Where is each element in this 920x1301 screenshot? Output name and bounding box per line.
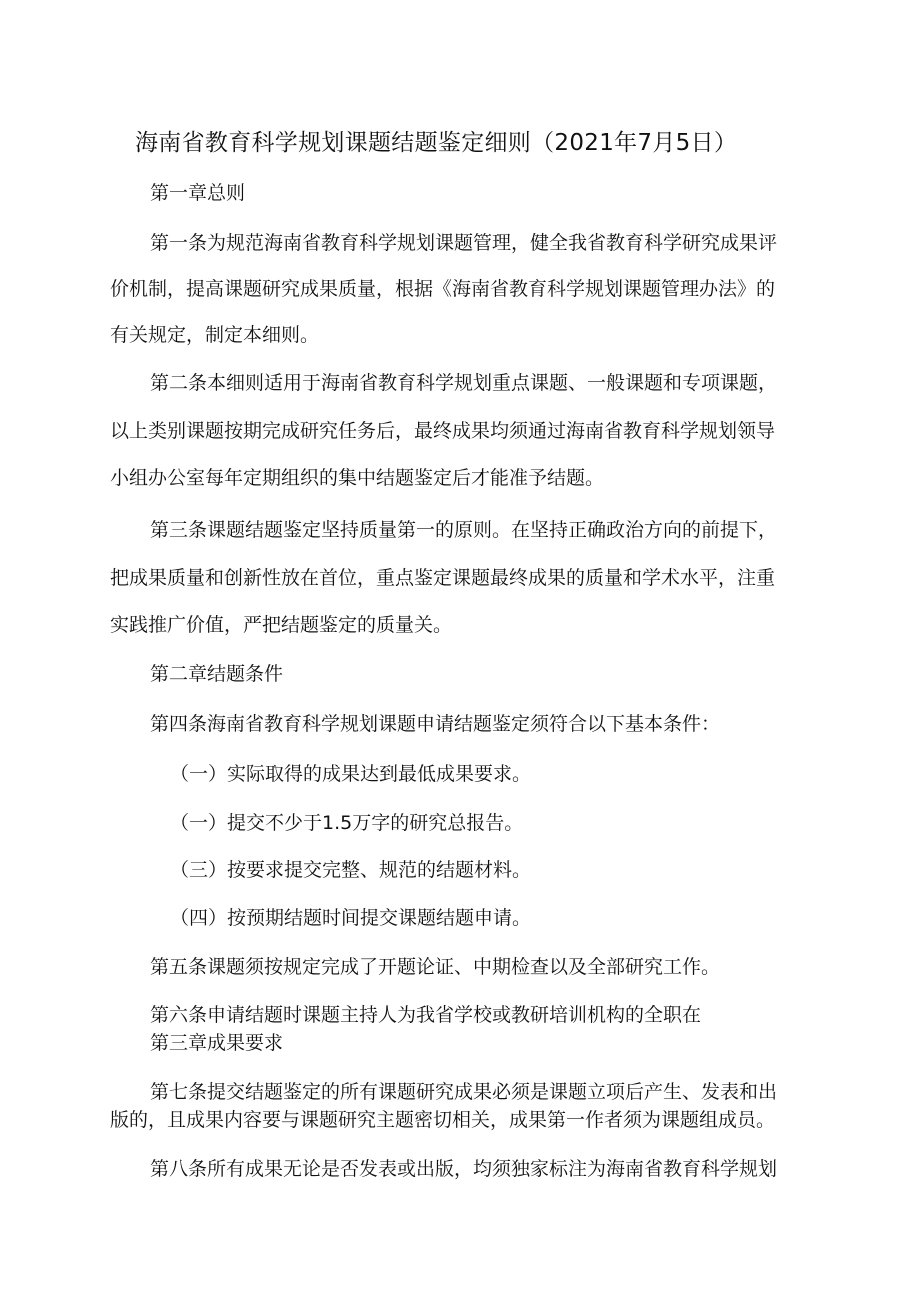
article-3-line-1: 第三条课题结题鉴定坚持质量第一的原则。在坚持正确政治方向的前提下， (150, 519, 778, 541)
article-1-line-2: 价机制，提高课题研究成果质量，根据《海南省教育科学规划课题管理办法》的 (110, 278, 776, 300)
chapter-2-heading: 第二章结题条件 (150, 663, 284, 685)
chapter-1-heading: 第一章总则 (150, 182, 246, 204)
article-7-line-1: 第七条提交结题鉴定的所有课题研究成果必须是课题立项后产生、发表和出 (150, 1081, 778, 1103)
article-2-line-3: 小组办公室每年定期组织的集中结题鉴定后才能准予结题。 (110, 467, 605, 489)
article-5-line-1: 第五条课题须按规定完成了开题论证、中期检查以及全部研究工作。 (150, 956, 721, 978)
article-4-item-2: （一）提交不少于1.5万字的研究总报告。 (170, 812, 524, 834)
article-2-line-2: 以上类别课题按期完成研究任务后，最终成果均须通过海南省教育科学规划领导 (110, 420, 776, 442)
article-8-line-1: 第八条所有成果无论是否发表或出版，均须独家标注为海南省教育科学规划 (150, 1158, 778, 1180)
article-4-line-1: 第四条海南省教育科学规划课题申请结题鉴定须符合以下基本条件： (150, 713, 721, 735)
article-2-line-1: 第二条本细则适用于海南省教育科学规划重点课题、一般课题和专项课题， (150, 372, 778, 394)
document-title: 海南省教育科学规划课题结题鉴定细则（2021年7月5日） (135, 130, 738, 156)
chapter-3-heading: 第三章成果要求 (150, 1032, 284, 1054)
article-3-line-2: 把成果质量和创新性放在首位，重点鉴定课题最终成果的质量和学术水平，注重 (110, 567, 776, 589)
article-7-line-2: 版的，且成果内容要与课题研究主题密切相关，成果第一作者须为课题组成员。 (110, 1109, 776, 1131)
article-6-line-1: 第六条申请结题时课题主持人为我省学校或教研培训机构的全职在 (150, 1004, 702, 1026)
article-4-item-4: （四）按预期结题时间提交课题结题申请。 (170, 907, 532, 929)
article-1-line-3: 有关规定，制定本细则。 (110, 324, 320, 346)
article-4-item-3: （三）按要求提交完整、规范的结题材料。 (170, 859, 532, 881)
article-3-line-3: 实践推广价值，严把结题鉴定的质量关。 (110, 614, 453, 636)
article-1-line-1: 第一条为规范海南省教育科学规划课题管理，健全我省教育科学研究成果评 (150, 232, 778, 254)
article-4-item-1: （一）实际取得的成果达到最低成果要求。 (170, 763, 532, 785)
